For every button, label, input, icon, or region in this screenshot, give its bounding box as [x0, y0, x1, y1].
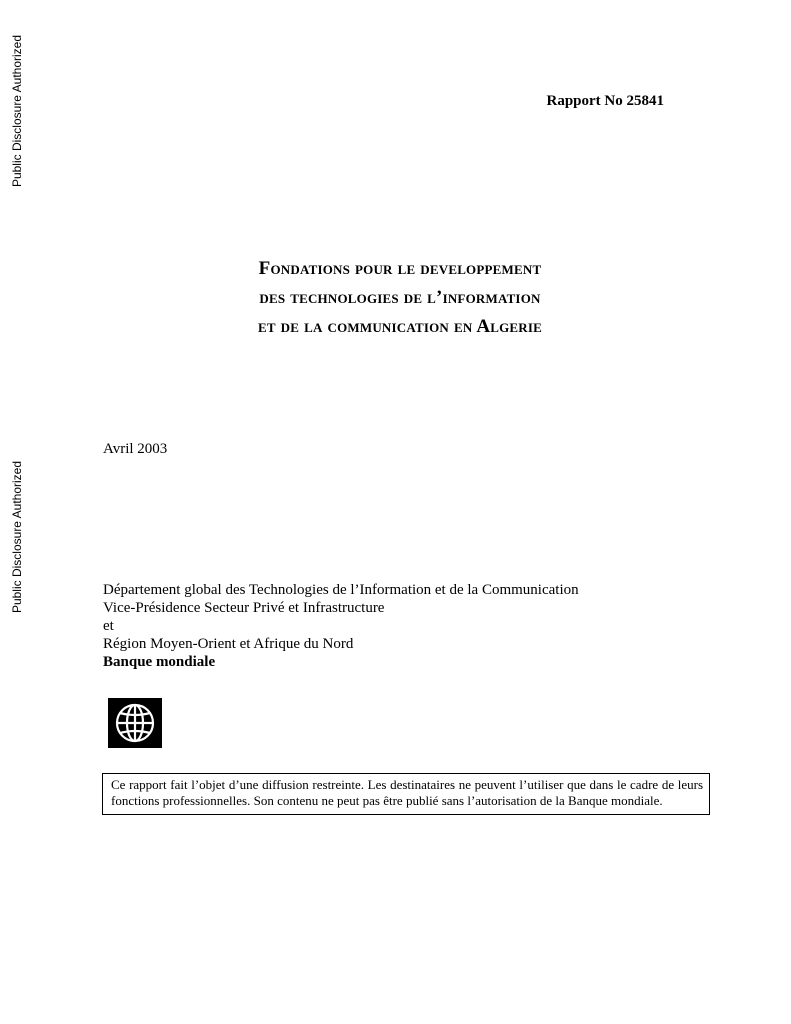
disclosure-stamp-top: Public Disclosure Authorized [10, 34, 24, 188]
department-line-3: et [103, 618, 114, 634]
department-line-1: Département global des Technologies de l’Information et de la Communication [103, 582, 579, 598]
publication-date: Avril 2003 [103, 441, 168, 457]
department-line-2: Vice-Présidence Secteur Privé et Infrastructure [103, 600, 385, 616]
title-line-1: Fondations pour le developpement [258, 258, 542, 279]
institution-name: Banque mondiale [103, 654, 216, 670]
title-line-3: et de la communication en Algerie [257, 316, 543, 337]
world-bank-logo [108, 698, 162, 748]
world-bank-globe-icon [108, 698, 162, 748]
restricted-distribution-notice: Ce rapport fait l’objet d’une diffusion restreinte. Les destinataires ne peuvent l’utiliser que dans le cadre de leurs fonctions professionnelles. Son contenu ne peut pas être publié sans l’autorisation de la Banque mondiale. [102, 773, 710, 815]
title-line-2: des technologies de l’information [259, 287, 541, 308]
report-number: Rapport No 25841 [546, 93, 664, 109]
disclosure-stamp-middle: Public Disclosure Authorized [10, 460, 24, 614]
department-line-4: Région Moyen-Orient et Afrique du Nord [103, 636, 354, 652]
department-block [103, 581, 579, 671]
document-title [0, 254, 791, 341]
